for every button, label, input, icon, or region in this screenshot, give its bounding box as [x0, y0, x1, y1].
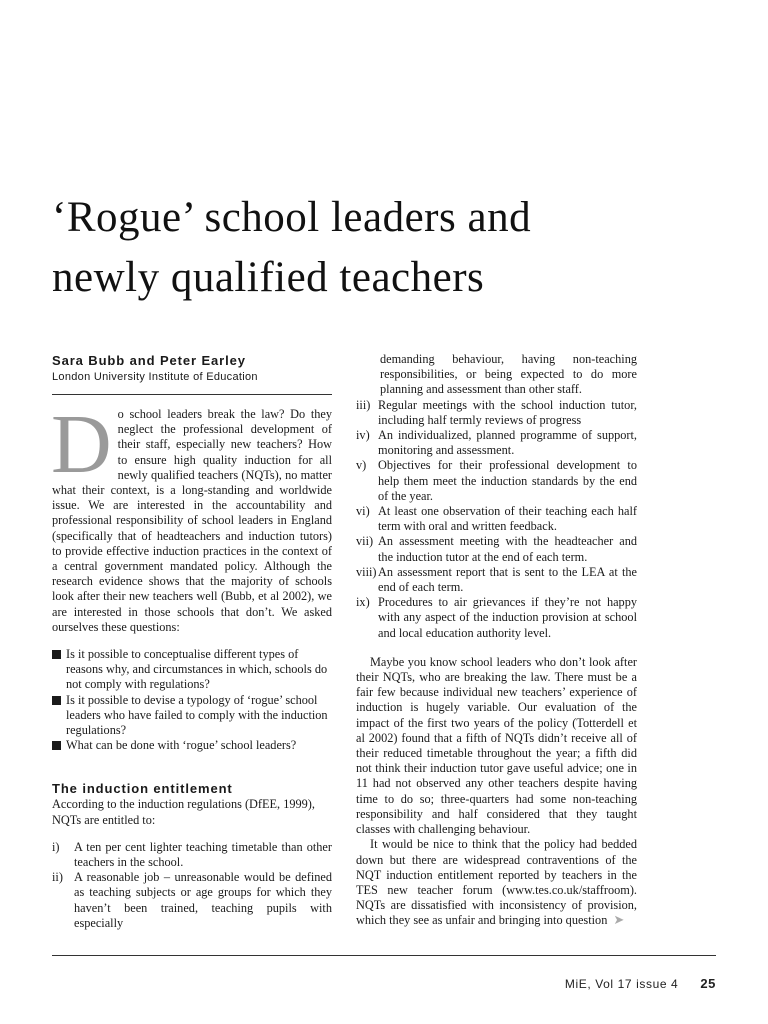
square-bullet-icon — [52, 696, 61, 705]
entitlement-list-right — [356, 398, 637, 641]
entitlement-list-left — [52, 840, 332, 931]
entitlement-item: ii) A reasonable job – unreasonable would be defined as teaching subjects or age groups for which they haven’t been trained, teaching pupils with especially — [52, 870, 332, 930]
author-affiliation: London University Institute of Education — [52, 371, 258, 383]
body-paragraph-1: Maybe you know school leaders who don’t look after their NQTs, who are breaking the law. There must be a fair few because individual new teachers’ experience of induction is hugely variable. Our evaluation of the impact of the first two years of the policy (Totterdell et al 2002) found that a fifth of NQTs didn’t receive all of their reduced timetable throughout the year; a fifth did not think their induction tutor gave useful advice; one in 11 had not observed any other teachers despite having time to do so; three-quarters had some non-teaching responsibility and half considered that they taught classes with challenging behaviour. — [356, 654, 637, 837]
entitlement-item: iv) An individualized, planned programme of support, monitoring and assessment. — [356, 428, 637, 458]
title-line-2: newly qualified teachers — [52, 254, 485, 301]
intro-paragraph — [51, 398, 332, 635]
entitlement-item: vii) An assessment meeting with the headteacher and the induction tutor at the end of each term. — [356, 534, 637, 564]
question-list — [52, 647, 332, 753]
article-title — [52, 188, 732, 308]
footer-divider — [52, 955, 716, 956]
spacer — [356, 641, 637, 655]
intro-text: o school leaders break the law? Do they neglect the professional development of their staff, especially new teachers? How to ensure high quality induction for all newly qualified teachers (NQTs), no matter what their context, is a long-standing and worldwide issue. We are interested in the accountability and professional responsibility of school leaders in England (specifically that of headteachers and induction tutors) to provide effective induction practices in the context of a central government mandated policy. Although the research evidence shows that the majority of schools look after their new teachers well (Bubb, et al 2002), we are interested in those schools that don’t. We asked ourselves these questions: — [52, 407, 332, 634]
question-item: Is it possible to devise a typology of ‘rogue’ school leaders who have failed to comply with the induction regulations? — [52, 693, 332, 739]
drop-cap: D — [51, 398, 112, 491]
author-divider — [52, 394, 332, 395]
entitlement-item: viii) An assessment report that is sent to the LEA at the end of each term. — [356, 564, 637, 595]
question-item: Is it possible to conceptualise different types of reasons why, and circumstances in which, schools do not comply with regulations? — [52, 647, 332, 693]
entitlement-continuation: demanding behaviour, having non-teaching responsibilities, or being expected to do more planning and assessment than other staff. — [380, 352, 637, 397]
section-heading: The induction entitlement — [52, 781, 233, 797]
author-names: Sara Bubb and Peter Earley — [52, 353, 246, 368]
entitlement-item: v) Objectives for their professional development to help them meet the induction standards by the end of the year. — [356, 458, 637, 503]
continue-arrow-icon: ➤ — [613, 913, 625, 929]
entitlement-item: ix) Procedures to air grievances if they’re not happy with any aspect of the induction provision at school and local education authority level. — [356, 595, 637, 640]
square-bullet-icon — [52, 741, 61, 750]
title-line-1: ‘Rogue’ school leaders and — [52, 194, 532, 241]
question-item: What can be done with ‘rogue’ school leaders? — [52, 738, 332, 753]
body-paragraph-2: It would be nice to think that the policy had bedded down but there are widespread contraventions of the NQT induction entitlement reported by teachers in the TES new teacher forum (www.tes.co.uk/staffroom). NQTs are dissatisfied with inconsistency of provision, which they see as unfair and bringing into question ➤ — [356, 837, 637, 929]
square-bullet-icon — [52, 650, 61, 659]
entitlement-item: iii) Regular meetings with the school induction tutor, including half termly reviews of progress — [356, 397, 637, 427]
entitlement-item: vi) At least one observation of their teaching each half term with oral and written feedback. — [356, 504, 637, 534]
right-column — [356, 352, 637, 929]
left-column — [52, 352, 332, 931]
journal-issue: MiE, Vol 17 issue 4 — [564, 977, 679, 991]
entitlement-item: i) A ten per cent lighter teaching timetable than other teachers in the school. — [52, 839, 332, 870]
page-number: 25 — [700, 976, 716, 991]
section-intro: According to the induction regulations (DfEE, 1999), NQTs are entitled to: — [52, 797, 315, 827]
page-footer — [565, 976, 716, 991]
